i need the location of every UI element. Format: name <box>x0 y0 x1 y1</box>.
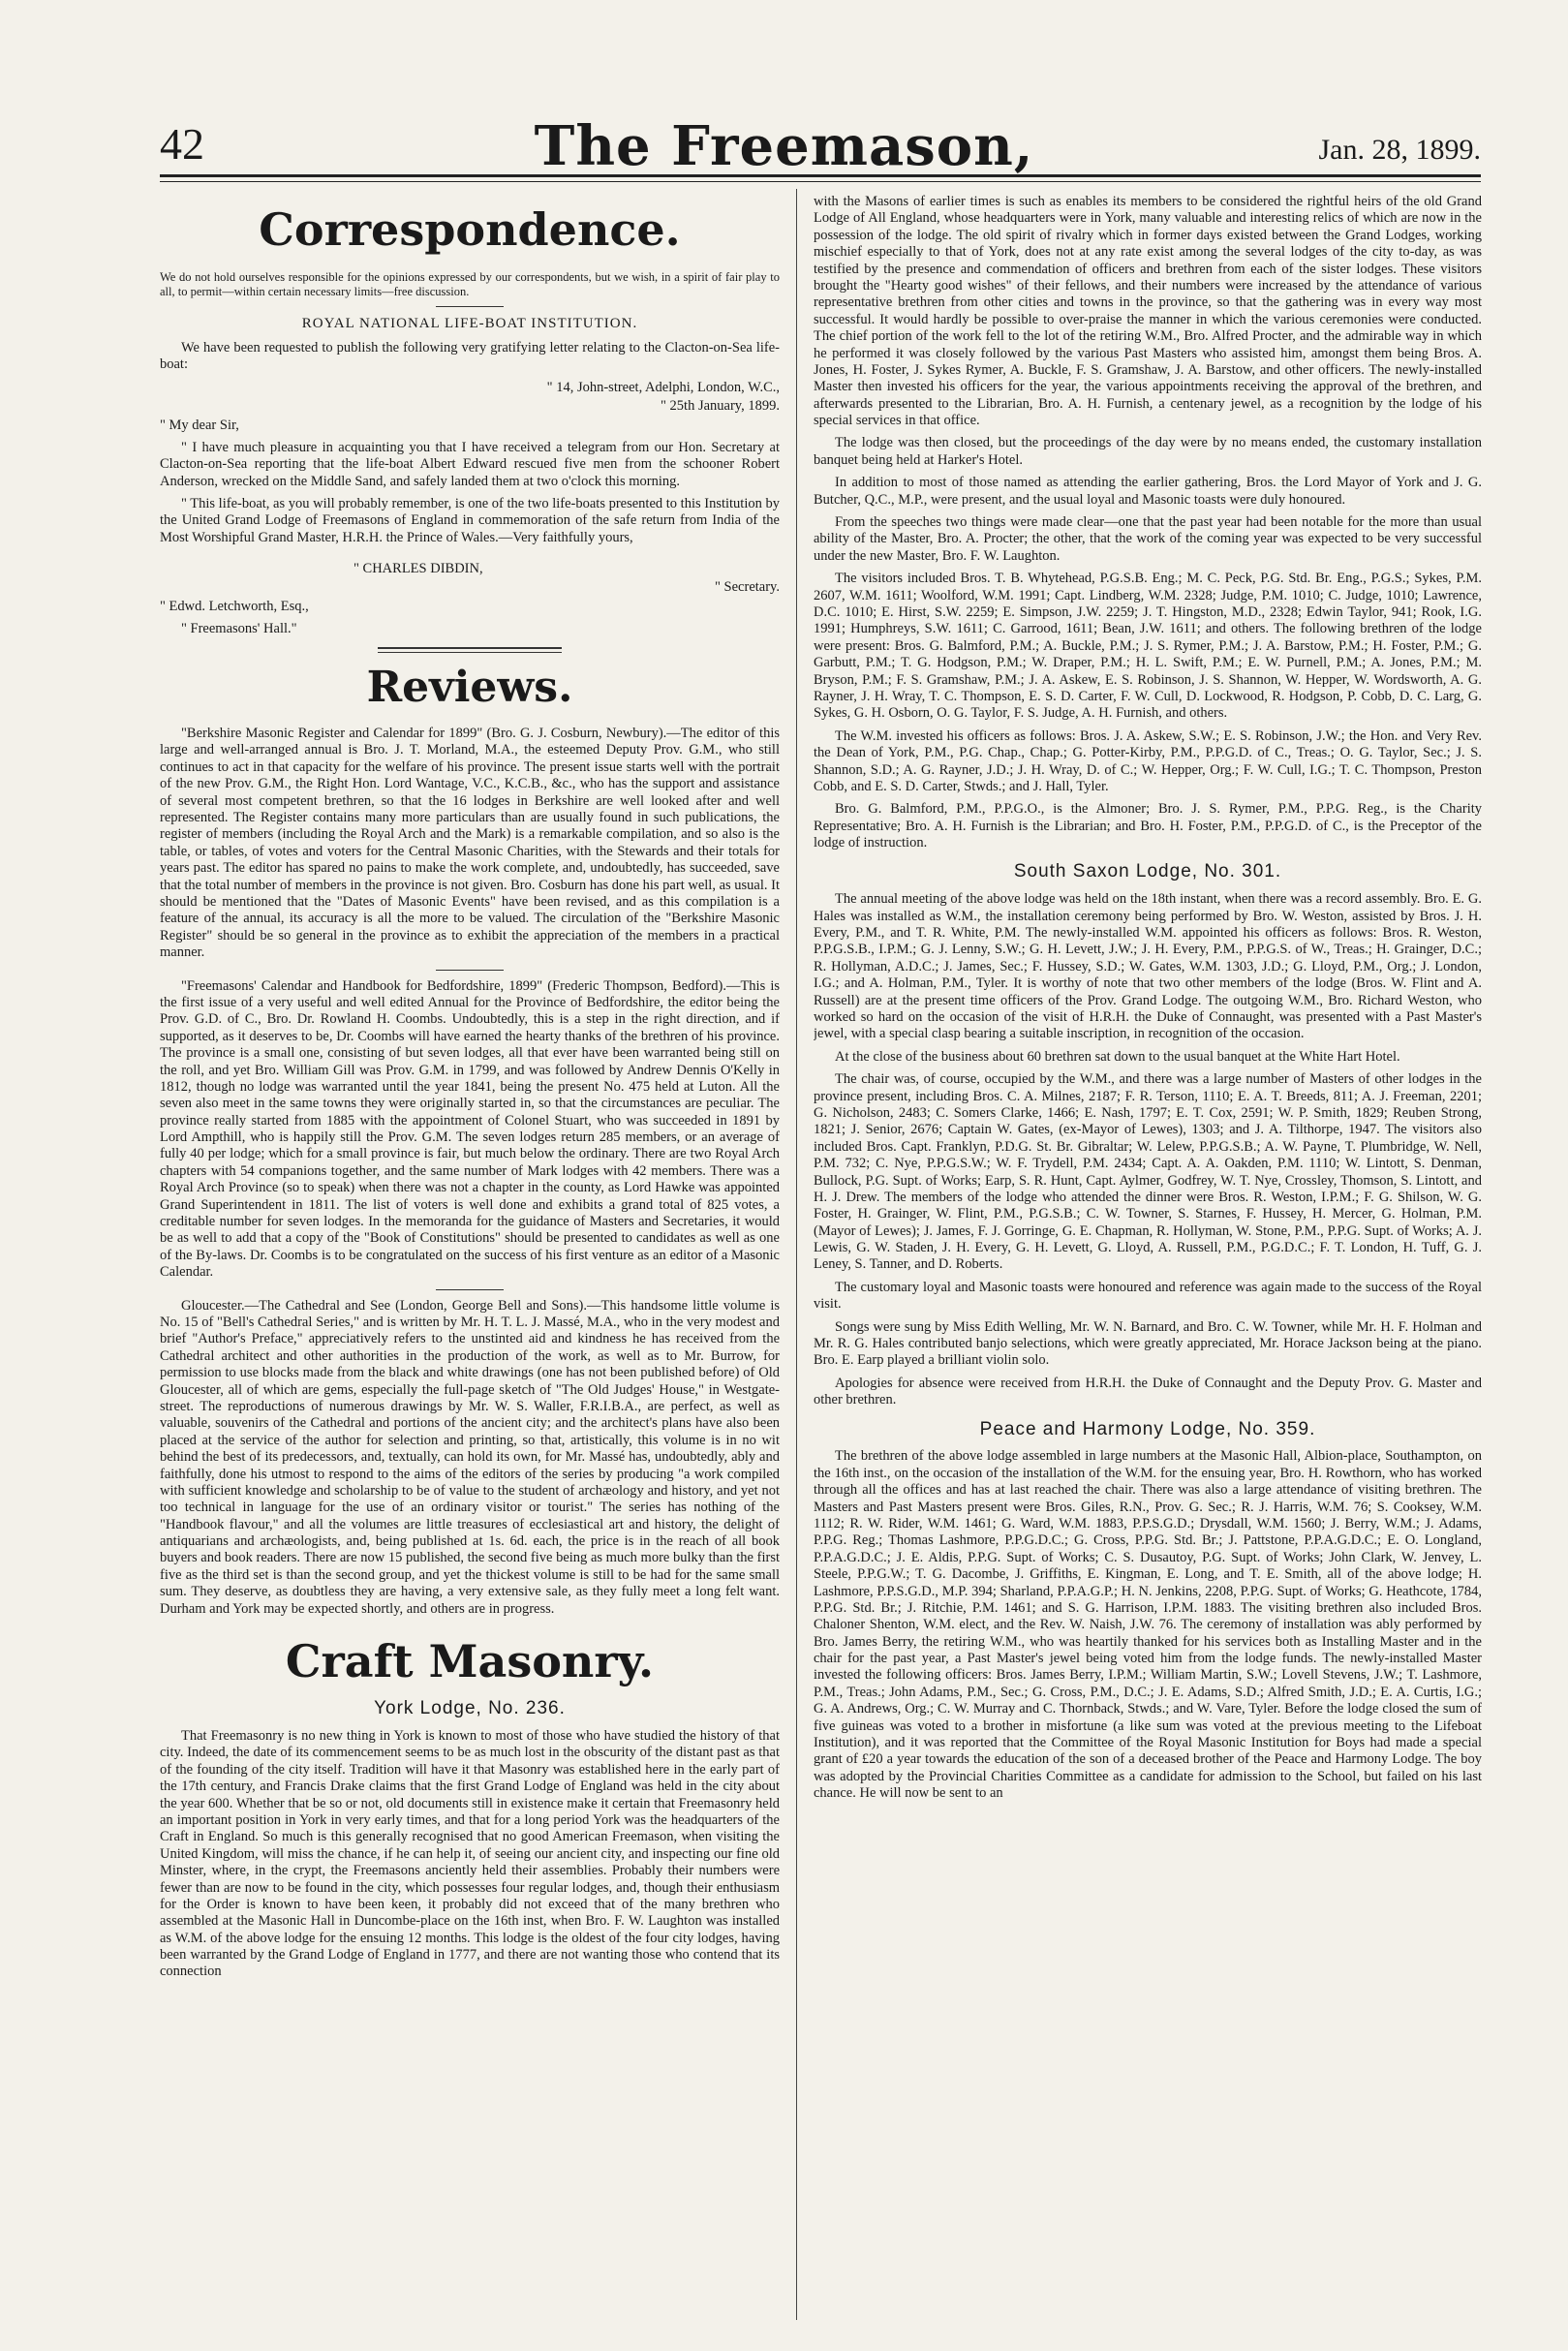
lifeboat-intro: We have been requested to publish the following very gratifying letter relating to the Clacton-on-Sea life-boat: <box>160 339 780 373</box>
article-paragraph: Bro. G. Balmford, P.M., P.P.G.O., is the Almoner; Bro. J. S. Rymer, P.M., P.P.G. Reg., is the Charity Representative; Bro. A. H. Furnish is the Librarian; and Bro. H. Foster, P.M., P.P.G.D. of C., is the Preceptor of the lodge of instruction. <box>814 801 1482 851</box>
article-paragraph: At the close of the business about 60 brethren sat down to the usual banquet at the White Hart Hotel. <box>835 1048 1400 1065</box>
reviews-heading: Reviews. <box>366 663 573 713</box>
page-number: 42 <box>160 119 204 169</box>
article-paragraph: The annual meeting of the above lodge was held on the 18th instant, when there was a record assembly. Bro. E. G. Hales was installed as W.M., the installation ceremony being performed by Bro. W. Weston, assisted by Bros. J. H. Every, P.M., and T. R. White, P.M. The newly-installed W.M. appointed his officers as follows: Bros. R. Weston, P.P.G.S.B., I.P.M.; G. J. Lenny, S.W.; G. H. Levett, J.W.; J. H. Every, P.M., P.P.G.S. of W., Treas.; H. Grainger, D.C.; R. Hollyman, A.D.C.; J. James, Sec.; F. Hussey, S.D.; W. Gates, W.M. 1303, J.D.; G. Lloyd, P.M., Org.; J. London, I.G.; and A. Holman, P.M., Tyler. It is worthy of note that two other members of the lodge (Bros. W. Flint and A. Russell) are at the present time officers of the Prov. Grand Lodge. The outgoing W.M., Bro. Richard Weston, who worked so hard on the occasion of the visit of H.R.H. the Duke of Connaught, was presented with a Past Master's jewel, with a special clasp bearing a suitable inscription, in recognition of the occasion. <box>814 891 1482 1042</box>
masthead-title: The Freemason, <box>534 114 1034 178</box>
letter-salutation: " My dear Sir, <box>160 417 239 433</box>
article-paragraph: The customary loyal and Masonic toasts were honoured and reference was again made to the success of the Royal visit. <box>814 1279 1482 1313</box>
south-saxon-lodge-heading: South Saxon Lodge, No. 301. <box>1013 861 1282 882</box>
left-column <box>160 194 780 2344</box>
peace-harmony-lodge-heading: Peace and Harmony Lodge, No. 359. <box>979 1418 1316 1439</box>
letter-recipient: " Freemasons' Hall." <box>181 620 297 636</box>
review-paragraph: Gloucester.—The Cathedral and See (London, George Bell and Sons).—This handsome little volume is No. 15 of "Bell's Cathedral Series," and is written by Mr. H. T. L. J. Massé, M.A., who in the very modest and brief "Author's Preface," appreciatively refers to the unstinted aid and kindness he has received from the Cathedral architect and other authorities in the production of the work, as well as to Mr. Burrow, for permission to use blocks made from the black and white drawings (one has not been published before) of Old Gloucester, all of which are gems, especially the full-page sketch of "The Old Judges' House," in Westgate-street. The reproductions of numerous drawings by Mr. W. S. Waller, F.R.I.B.A., are perfect, as well as valuable, souvenirs of the Cathedral and portions of the ancient city; and the architect's plans have also been placed at the service of the author for selection and printing, so that, artistically, this volume is in no wit behind the best of its predecessors, and, textually, can hold its own, for Mr. Massé has, undoubtedly, ably and faithfully, done his utmost to respond to the aims of the editors of the series by producing "a work compiled with sufficient knowledge and scholarship to be of value to the student of archæology and history, and yet not too technical in language for the use of an ordinary visitor or tourist." The series has nothing of the "Handbook flavour," and all the volumes are little treasures of ecclesiastical art and history, the delight of antiquarians and archæologists, and, being published at 1s. 6d. each, the price is in the reach of all book buyers and book readers. There are now 15 published, the second five being as much more bulky than the first five as the third set is than the second group, and yet the thickest volume is still to be had for the same small sum. They deserve, as doubtless they are having, a very extensive sale, as they fully meet a long felt want. Durham and York may be expected shortly, and others are in progress. <box>160 1297 780 1617</box>
letter-paragraph: " I have much pleasure in acquainting you that I have received a telegram from our Hon. Secretary at Clacton-on-Sea reporting that the life-boat Albert Edward rescued five men from the schooner Robert Anderson, wrecked on the Middle Sand, and safely landed them at two o'clock this morning. <box>160 439 780 489</box>
article-paragraph: From the speeches two things were made clear—one that the past year had been notable for the more than usual ability of the Master, Bro. A. Procter; the other, that the work of the coming year was expected to be very successful under the new Master, Bro. F. W. Laughton. <box>814 514 1482 564</box>
lifeboat-heading: ROYAL NATIONAL LIFE-BOAT INSTITUTION. <box>301 315 638 331</box>
review-paragraph: "Freemasons' Calendar and Handbook for Bedfordshire, 1899" (Frederic Thompson, Bedford).—This is the first issue of a very useful and well edited Annual for the Province of Bedfordshire, the editor being the Prov. G.D. of C., Bro. Dr. Rowland H. Coombs. Undoubtedly, this is a step in the right direction, and if supported, as it deserves to be, Dr. Coombs will have earned the hearty thanks of the brethren of his province. The province is a small one, consisting of but seven lodges, all that ever have been warranted being still on the roll, and yet Bro. William Gill was Prov. G.M. in 1799, and was followed by Andrew Dennis O'Kelly in 1812, though no lodge was warranted until the year 1841, being the present No. 475 held at Luton. All the seven also meet in the same towns they were originally started in, so that the circumstances are peculiar. The province really started from 1885 with the appointment of Colonel Stuart, who was succeeded in 1891 by Lord Ampthill, who is happily still the Prov. G.M. The seven lodges return 285 members, or an average of fully 40 per lodge; which for a small province is fair, but much below the ordinary. There are two Royal Arch chapters with 54 companions together, and the same number of Mark lodges with 42 members. There was a Royal Arch Province (so to speak) when there was not a chapter in the county, as Lord Hawke was appointed Grand Superintendent in 1811. The list of voters is well done and exhibits a grand total of 825 votes, a creditable number for seven lodges. In the memoranda for the guidance of Masters and Secretaries, it would be as well to add that a copy of the "Book of Constitutions" should be presented to candidates as well as one of the By-laws. Dr. Coombs is to be congratulated on the success of his first venture as an editor of a Masonic Calendar. <box>160 977 780 1281</box>
article-paragraph: The visitors included Bros. T. B. Whytehead, P.G.S.B. Eng.; M. C. Peck, P.G. Std. Br. Eng., P.G.S.; Sykes, P.M. 2607, W.M. 1611; Woolford, W.M. 1991; Capt. Lindberg, W.M. 2328; Judge, P.M. 1010; C. Judge, 1010; Lawrence, D.C. 1010; E. Hirst, S.W. 2259; E. Simpson, J.W. 2259; J. T. Hingston, M.D., 2328; Edwin Taylor, 941; Rook, I.G. 1991; Humphreys, S.W. 1611; C. Garrood, 1611; Bean, J.W. 1611; and others. The following brethren of the lodge were present: Bros. G. Balmford, P.M.; A. Buckle, P.M.; J. S. Rymer, P.M.; J. A. Barstow, P.M.; H. Foster, P.M.; G. Garbutt, P.M.; T. G. Hodgson, P.M.; W. Draper, P.M.; H. L. Swift, P.M.; E. W. Purnell, P.M.; A. Jones, P.M.; M. Bryson, P.M.; F. S. Gramshaw, P.M.; J. A. Askew, E. S. Robinson, J. S. Shannon, W. Hepper, W. Wordsworth, A. G. Rayner, J. H. Wray, T. C. Thompson, E. S. D. Carter, F. W. Cull, D. Lockwood, R. Hodgson, P. Cobb, D. C. Larg, G. Sykes, G. H. Osborn, O. G. Taylor, F. S. Judge, A. H. Furnish, and others. <box>814 571 1482 722</box>
header-rule-thin <box>160 181 1481 182</box>
article-paragraph: The brethren of the above lodge assembled in large numbers at the Masonic Hall, Albion-place, Southampton, on the 16th inst., on the occasion of the installation of the W.M. for the ensuing year, Bro. H. Rowthorn, who has worked through all the offices and has at last reached the chair. There was also a large attendance of visiting brethren. The Masters and Past Masters present were Bros. Giles, R.N., Prov. G. Sec.; R. J. Harris, W.M. 76; S. Cooksey, W.M. 1112; R. W. Rider, W.M. 1461; G. Ward, W.M. 1883, P.P.S.G.D.; Drysdall, W.M. 1560; J. Berry, W.M.; J. Adams, P.P.G. Reg.; Thomas Lashmore, P.P.G.D.C.; G. Cross, P.P.G. Std. Br.; J. Pattstone, P.P.A.G.D.C.; E. O. Longland, P.P.A.G.D.C.; J. E. Aldis, P.P.G. Supt. of Works; C. S. Dusautoy, P.G. Supt. of Works; John Clark, W. Jenvey, L. Steele, P.P.G.W.; T. G. Dacombe, J. Griffiths, E. Kingman, E. Long, and T. E. Smith, all of the above lodge; H. Lashmore, P.P.S.G.D., M.P. 394; Sharland, P.P.A.G.P.; H. N. Jenkins, 2208, P.P.G. Supt. of Works; G. Heathcote, 1784, P.P.G. Std. Br.; J. Ritchie, P.M. 1461; and S. G. Harrison, I.P.M. 1883. The visiting brethren also included Bros. Chaloner Shenton, W.M. elect, and the Rev. W. Naish, J.W. 76. The ceremony of installation was ably performed by Bro. James Berry, the retiring W.M., who was heartily thanked for his services both as Installing Master and in the chair for the past year, a Past Master's jewel being voted him from the lodge funds. The newly-installed Master invested the following officers: Bros. James Berry, I.P.M.; William Martin, S.W.; Lovell Stevens, J.W.; T. Lashmore, P.M., Treas.; John Adams, P.M., Sec.; G. Cross, P.M., D.C.; J. E. Adams, S.D.; Alfred Smith, J.D.; E. A. Curtis, I.G.; G. A. Andrews, Org.; C. W. Murray and C. Thornback, Stwds.; and W. Vare, Tyler. Before the lodge closed the sum of five guineas was voted to a brother in misfortune (a like sum was voted at the previous meeting to the Lifeboat Institution), and it was reported that the Committee of the Royal Masonic Institution for Boys had made a special grant of £20 a year towards the education of the son of a deceased brother of the Peace and Harmony Lodge. The boy was adopted by the Provincial Charities Committee as a candidate for admission to the School, but failed on his last chance. He will now be sent to an <box>814 1448 1482 1802</box>
article-paragraph: The W.M. invested his officers as follows: Bros. J. A. Askew, S.W.; E. S. Robinson, J.W.; the Hon. and Very Rev. the Dean of York, P.M., P.G. Chap., Chap.; G. Potter-Kirby, P.M., P.P.G.D. of C., Treas.; O. G. Taylor, Sec.; J. S. Shannon, S.D.; A. G. Rayner, J.D.; J. H. Wray, D. of C.; W. Hepper, Org.; F. W. Cull, I.G.; T. C. Thompson, Preston Cobb, and E. S. D. Carter, Stwds.; and J. Hall, Tyler. <box>814 727 1482 794</box>
ornamental-rule <box>378 647 562 653</box>
letter-recipient: " Edwd. Letchworth, Esq., <box>160 598 309 614</box>
right-column <box>814 194 1482 2344</box>
article-paragraph: Songs were sung by Miss Edith Welling, Mr. W. N. Barnard, and Bro. C. W. Towner, while Mr. H. F. Holman and Mr. R. G. Hales contributed banjo selections, which were greatly appreciated, Mr. Horace Jackson being at the piano. Bro. E. Earp played a brilliant violin solo. <box>814 1318 1482 1369</box>
letter-signature-title: " Secretary. <box>715 579 780 596</box>
article-paragraph: That Freemasonry is no new thing in York is known to most of those who have studied the history of that city. Indeed, the date of its commencement seems to be as much lost in the obscurity of the distant past as that of the founding of the city itself. Tradition will have it that Masonry was established here in the early part of the 17th century, and Francis Drake claims that the first Grand Lodge of England was held in the city about the year 600. Whether that be so or not, old documents still in existence make it certain that Freemasonry held an important position in York in very early times, and that for a long period York was the headquarters of the Craft in England. So much is this generally recognised that no good American Freemason, when visiting the United Kingdom, will miss the chance, if he can help it, of seeing our ancient city, and inspecting our fine old Minster, where, in the crypt, the Freemasons anciently held their assemblies. Probably their numbers were fewer than are now to be found in the city, which possesses four regular lodges, and, though their enthusiasm for the Order is known to have been keen, it probably did not exceed that of the many brethren who assembled at the Masonic Hall in Duncombe-place on the 16th inst, when Bro. F. W. Laughton was installed as W.M. of the above lodge for the ensuing 12 months. This lodge is the oldest of the four city lodges, having been warranted by the Grand Lodge of England in 1777, and there are not wanting those who contend that its connection <box>160 1728 780 1980</box>
letter-date: " 25th January, 1899. <box>661 398 780 415</box>
column-divider <box>796 189 797 2320</box>
review-paragraph: "Berkshire Masonic Register and Calendar for 1899" (Bro. G. J. Cosburn, Newbury).—The editor of this large and well-arranged annual is Bro. J. T. Morland, M.A., the esteemed Deputy Prov. G.M., who still continues to act in that capacity for the welfare of his province. The present issue starts well with the portrait of the new Prov. G.M., the Right Hon. Lord Wantage, V.C., K.C.B., &c., who has the support and assistance of several most competent brethren, so that the 16 lodges in Berkshire are well looked after and well represented. The Register contains many more particulars than are usually found in such publications, the register of members (including the Royal Arch and the Mark) is a remarkable compilation, and so also is the table, or tables, of votes and voters for the Central Masonic Charities, with the Stewards and their totals for years past. The editor has spared no pains to make the work complete, and, undoubtedly, has succeeded, save that the total number of members in the province is not given. Bro. Cosburn has done his part well, as usual. It should be mentioned that the "Dates of Masonic Events" have been revised, and as this compilation is a feature of the annual, its accuracy is all the more to be valued. The circulation of the "Berkshire Masonic Register" should be so general in the province as to exhibit the appreciation of the members in a practical manner. <box>160 726 780 961</box>
correspondence-heading: Correspondence. <box>259 203 681 256</box>
craft-masonry-heading: Craft Masonry. <box>285 1635 655 1688</box>
page-header <box>0 0 1568 178</box>
article-paragraph: In addition to most of those named as attending the earlier gathering, Bros. the Lord Mayor of York and J. G. Butcher, Q.C., M.P., were present, and the usual loyal and Masonic toasts were duly honoured. <box>814 475 1482 508</box>
letter-paragraph: " This life-boat, as you will probably remember, is one of the two life-boats presented to this Institution by the United Grand Lodge of Freemasons of England in commemoration of the safe return from India of the Most Worshipful Grand Master, H.R.H. the Prince of Wales.—Very faithfully yours, <box>160 496 780 545</box>
header-rule-thick <box>160 174 1481 177</box>
article-paragraph: The chair was, of course, occupied by the W.M., and there was a large number of Masters of other lodges in the province present, including Bros. C. A. Milnes, 2187; F. R. Terson, 1110; E. A. T. Breeds, 811; A. J. Freeman, 2201; G. Nicholson, 2483; C. Somers Clarke, 1466; E. Nash, 1797; E. T. Cox, 2591; W. P. Smith, 1829; Reuben Strong, 1821; J. Senior, 2676; Captain W. Gates, (ex-Mayor of Lewes), 1303; and J. A. Tilthorpe, 1947. The visitors also included Bros. Capt. Franklyn, P.D.G. St. Br. Gibraltar; W. Lelew, P.P.G.S.B.; A. W. Payne, T. Plumbridge, W. Nell, P.M. 732; C. Nye, P.P.G.S.W.; W. F. Trydell, P.M. 2434; Capt. A. A. Oakden, P.M. 1110; W. Lintott, S. Denman, Bullock, P.G. Supt. of Works; Earp, S. R. Hunt, Capt. Aylmer, Godfrey, W. T. Nye, Crossley, Thomson, S. Lintott, and H. J. Drew. The members of the lodge who attended the dinner were Bros. R. Weston, I.P.M.; F. G. Shilson, W. G. Foster, H. Grainger, W. Flint, P.M., P.G.S.B.; C. W. Towner, S. Starnes, F. Hussey, H. Mercer, G. Holman, P.M. (Mayor of Lewes); J. James, F. J. Gorringe, G. E. Chapman, R. Hollyman, W. Stone, P.M., P.P.G. Supt. of Works; A. J. Lewis, G. W. Staden, J. H. Every, G. H. Levett, G. Lloyd, A. Russell, P.M., P.G.D.C.; F. T. London, H. Tuff, G. J. Leney, S. Tanner, and D. Roberts. <box>814 1071 1482 1273</box>
york-lodge-heading: York Lodge, No. 236. <box>374 1698 566 1719</box>
letter-address: " 14, John-street, Adelphi, London, W.C., <box>546 379 780 395</box>
issue-date: Jan. 28, 1899. <box>1318 134 1481 166</box>
article-paragraph: The lodge was then closed, but the proceedings of the day were by no means ended, the customary installation banquet being held at Harker's Hotel. <box>814 435 1482 468</box>
letter-signature: " CHARLES DIBDIN, <box>354 560 483 576</box>
article-paragraph: with the Masons of earlier times is such as enables its members to be considered the rightful heirs of the old Grand Lodge of All England, whose headquarters were in York, many valuable and interesting relics of which are now in the possession of the lodge. The old spirit of rivalry which in former days existed between the Grand Lodges, working mischief especially to that of York, does not at any rate exist among the several lodges of the city to-day, as was testified by the presence and commendation of officers and brethren from each of the sister lodges. These visitors brought the "Hearty good wishes" of their fellows, and their numbers were increased by the attendance of various representative brethren from other cities and towns in the province, so that the gathering was in every way most successful. It would hardly be possible to over-praise the manner in which the various ceremonies were conducted. The chief portion of the work fell to the lot of the retiring W.M., Bro. Alfred Procter, and the admirable way in which he performed it was closely followed by the various Past Masters who assisted him, amongst them being Bros. A. Jones, H. Foster, J. Sykes Rymer, A. Buckle, F. S. Gramshaw, J. A. Barstow, and other officers. The newly-installed Master then invested his officers for the year, the various appointments receiving the approval of the brethren, and afterwards presented to the Librarian, Bro. A. H. Furnish, a centenary jewel, as a recognition by the lodge of his special services in that office. <box>814 194 1482 429</box>
divider <box>436 306 504 307</box>
divider <box>436 1289 504 1290</box>
divider <box>436 970 504 971</box>
editorial-disclaimer: We do not hold ourselves responsible for the opinions expressed by our correspondents, but we wish, in a spirit of fair play to all, to permit—within certain necessary limits—free discussion. <box>160 270 780 298</box>
article-paragraph: Apologies for absence were received from H.R.H. the Duke of Connaught and the Deputy Prov. G. Master and other brethren. <box>814 1375 1482 1408</box>
